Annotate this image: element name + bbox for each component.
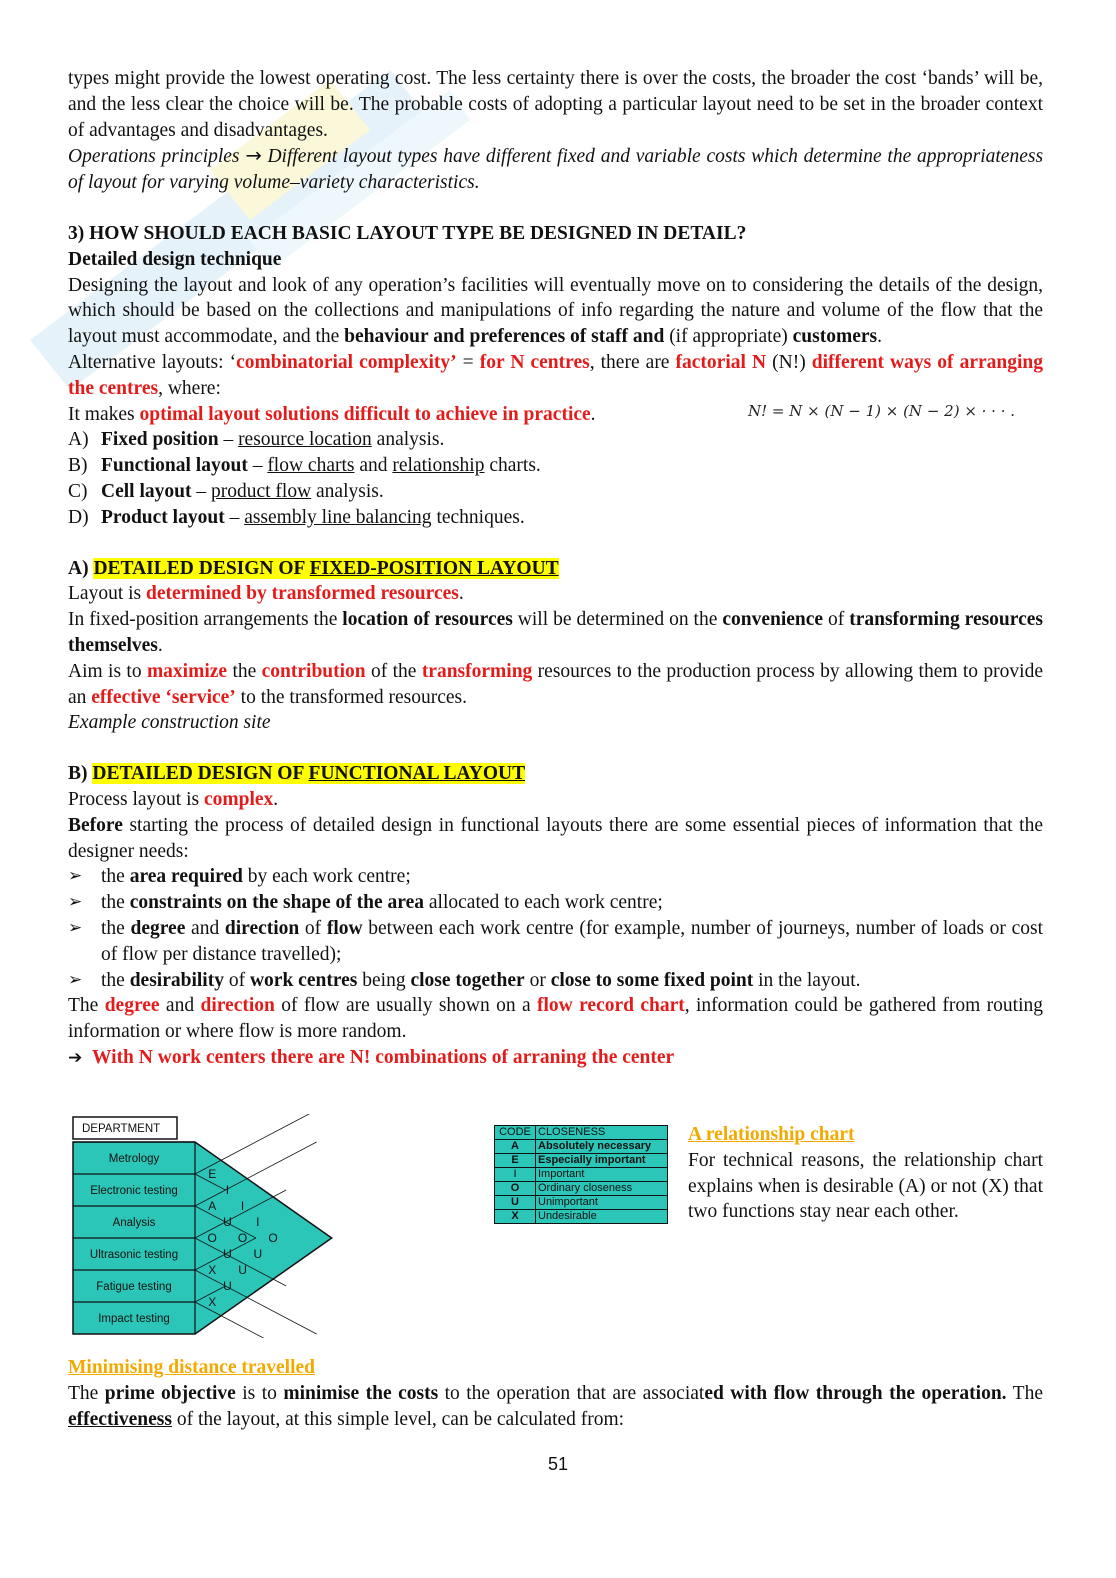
list-item: B) Functional layout – flow charts and relationship charts. — [68, 455, 541, 477]
section-a-line-3: Aim is to maximize the contribution of the transforming resources to the production process by allowing them to provide an effective ‘service’ to the transformed resources. — [68, 660, 1043, 708]
legend-row: I Important — [495, 1168, 668, 1182]
legend-row: E Especially important — [495, 1154, 668, 1168]
relationship-chart-title: A relationship chart — [688, 1124, 855, 1145]
section-a-example: Example construction site — [68, 712, 271, 734]
legend-row: U Unimportant — [495, 1196, 668, 1210]
bullet-arrow-icon: ➢ — [68, 866, 83, 887]
section-b-heading: B) DETAILED DESIGN OF FUNCTIONAL LAYOUT — [68, 763, 526, 785]
closeness-code: I — [225, 1183, 230, 1197]
section-b-line-2: Before starting the process of detailed design in functional layouts there are some essential pieces of information that the designer needs: — [68, 814, 1043, 862]
closeness-code: I — [256, 1215, 260, 1229]
operations-principle: Operations principles → Different layout types have different fixed and variable costs which determine the appropriateness of layout for varying volume–variety characteristics. — [68, 144, 1044, 194]
document-body — [68, 66, 1043, 1072]
bullet-arrow-icon: ➢ — [68, 917, 83, 938]
list-item: ➢ the area required by each work centre; — [68, 864, 1043, 890]
closeness-code: I — [240, 1199, 245, 1213]
closeness-code: O — [237, 1231, 248, 1245]
department-header-label: DEPARTMENT — [82, 1123, 161, 1135]
legend-row: O Ordinary closeness — [495, 1182, 668, 1196]
closeness-code: U — [223, 1279, 232, 1293]
section-a-line-2: In fixed-position arrangements the location of resources will be determined on the convenience of transforming resources themselves. — [68, 609, 1043, 656]
section-a-heading: A) DETAILED DESIGN OF FIXED-POSITION LAYOUT — [68, 557, 559, 579]
layout-technique-list — [68, 427, 1043, 530]
bullet-arrow-icon: ➢ — [68, 892, 83, 913]
minimising-title: Minimising distance travelled — [68, 1357, 315, 1378]
department-label: Impact testing — [98, 1313, 170, 1325]
section-3-paragraph: Designing the layout and look of any operation’s facilities will eventually move on to considering the details of the design, which should be based on the collections and manipulations of info regarding the nature and volume of the flow that the layout must accommodate, and the behaviour and preferences of staff and (if appropriate) customers. — [68, 274, 1043, 348]
list-item: ➢ the degree and direction of flow between each work centre (for example, number of journeys, number of loads or cost of flow per distance travelled); — [68, 916, 1043, 968]
section-b-line-1: Process layout is complex. — [68, 788, 279, 810]
department-label: Metrology — [108, 1153, 160, 1165]
closeness-code: U — [223, 1215, 232, 1229]
closeness-code: U — [238, 1263, 247, 1277]
closeness-code: O — [268, 1231, 278, 1245]
list-item: A) Fixed position – resource location analysis. — [68, 429, 445, 451]
relationship-chart-explanation — [688, 1122, 1043, 1225]
closeness-code: E — [208, 1167, 217, 1181]
minimising-section — [68, 1355, 1043, 1432]
intro-paragraph: types might provide the lowest operating cost. The less certainty there is over the costs, the broader the cost ‘bands’ will be, and the less clear the choice will be. The probable costs of adopting a particular layout need to be set in the broader context of advantages and disadvantages. — [68, 68, 1043, 141]
legend-row: A Absolutely necessary — [495, 1140, 668, 1154]
legend-row: X Undesirable — [495, 1210, 668, 1224]
list-item: ➢ the desirability of work centres being close together or close to some fixed point in the layout. — [68, 968, 1043, 994]
flow-record-paragraph: The degree and direction of flow are usually shown on a flow record chart, information could be gathered from routing information or where flow is more random. — [68, 995, 1044, 1043]
section-3-heading: 3) HOW SHOULD EACH BASIC LAYOUT TYPE BE DESIGNED IN DETAIL? — [68, 222, 747, 244]
combinations-note: ➔ With N work centers there are N! combinations of arraning the center — [68, 1046, 675, 1068]
factorial-formula: N! = N × (N − 1) × (N − 2) × · · · . — [748, 401, 1016, 420]
closeness-code: O — [207, 1231, 217, 1245]
department-label: Electronic testing — [90, 1185, 178, 1197]
minimising-paragraph: The prime objective is to minimise the costs to the operation that are associated with flow through the operation. The effectiveness of the layout, at this simple level, can be calculated from: — [68, 1382, 1043, 1430]
list-item: ➢ the constraints on the shape of the area allocated to each work centre; — [68, 890, 1043, 916]
relationship-chart-text: For technical reasons, the relationship chart explains when is desirable (A) or not (X) that two functions stay near each other. — [688, 1149, 1043, 1223]
alternative-layouts: Alternative layouts: ‘combinatorial complexity’ = for N centres, there are factorial N (N!) different ways of arranging the centres, where: — [68, 351, 1043, 399]
relationship-chart-diagram — [70, 1114, 392, 1338]
page-number: 51 — [547, 1454, 569, 1474]
closeness-code: U — [223, 1247, 232, 1261]
department-label: Analysis — [112, 1217, 156, 1229]
closeness-legend-table — [494, 1125, 668, 1224]
optimal-layout-note: It makes optimal layout solutions difficult to achieve in practice. — [68, 403, 596, 425]
bullet-arrow-icon: ➢ — [68, 969, 83, 990]
closeness-code: X — [208, 1295, 217, 1309]
closeness-code: X — [208, 1263, 217, 1277]
information-needs-list — [68, 864, 1043, 993]
department-label: Ultrasonic testing — [89, 1249, 179, 1261]
arrow-icon: → — [245, 144, 262, 168]
list-item: D) Product layout – assembly line balancing techniques. — [68, 506, 525, 528]
closeness-code: U — [253, 1247, 263, 1261]
department-label: Fatigue testing — [96, 1281, 172, 1293]
section-3-subheading: Detailed design technique — [68, 248, 282, 270]
list-item: C) Cell layout – product flow analysis. — [68, 480, 384, 502]
closeness-code: A — [208, 1199, 217, 1213]
section-a-line-1: Layout is determined by transformed resources. — [68, 583, 464, 605]
arrow-icon: ➔ — [68, 1047, 83, 1068]
legend-header-row: CODE CLOSENESS — [495, 1126, 668, 1140]
